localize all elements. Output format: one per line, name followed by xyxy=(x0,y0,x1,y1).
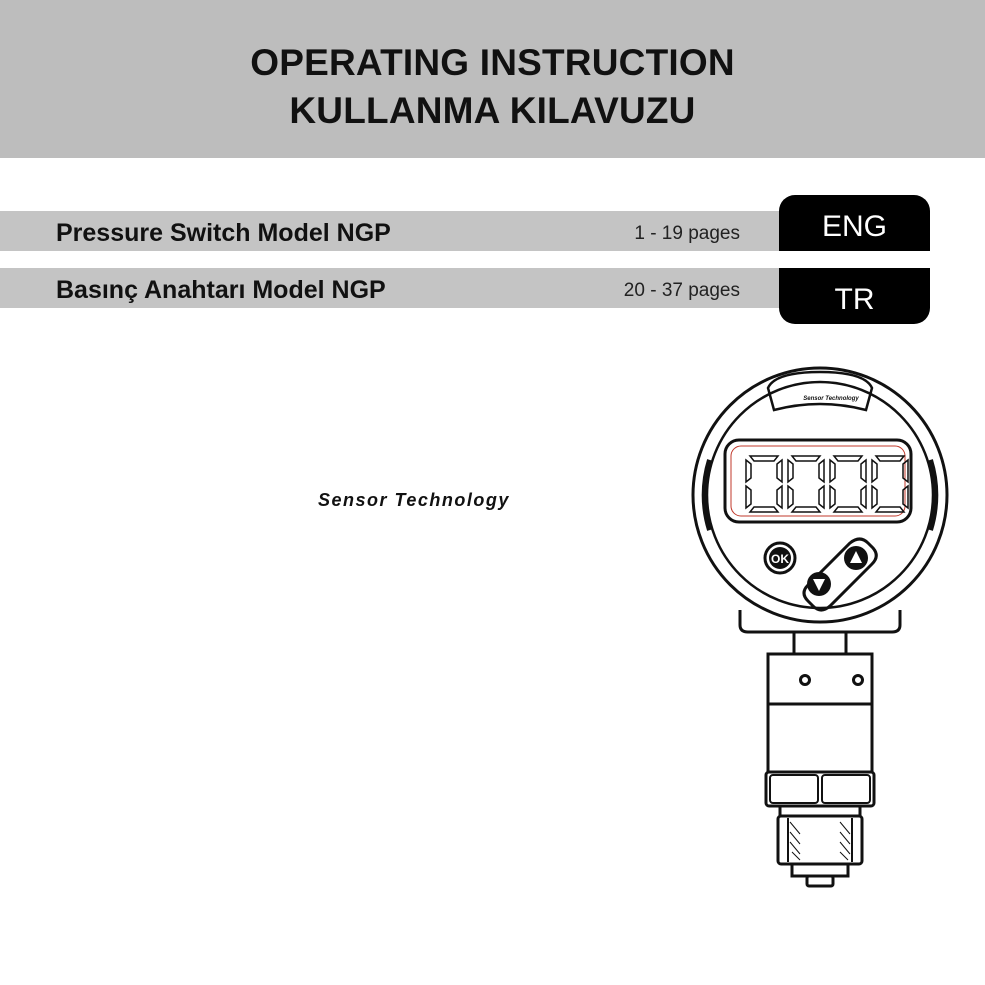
brand-logo: Sensor Technology xyxy=(318,490,510,510)
tab-tr[interactable]: TR xyxy=(779,268,930,324)
device-brand-text: Sensor Technology xyxy=(803,396,859,402)
row-title-english: Pressure Switch Model NGP xyxy=(56,219,391,247)
row-pages-turkish: 20 - 37 pages xyxy=(623,280,740,301)
title-turkish: KULLANMA KILAVUZU xyxy=(289,90,696,131)
tab-eng[interactable]: ENG xyxy=(779,195,930,251)
display-digits xyxy=(746,456,908,512)
pressure-switch-illustration xyxy=(680,360,960,900)
header-band xyxy=(0,0,985,158)
svg-text:OK: OK xyxy=(771,552,789,566)
row-title-turkish: Basınç Anahtarı Model NGP xyxy=(56,276,386,304)
row-pages-english: 1 - 19 pages xyxy=(634,223,740,244)
title-english: OPERATING INSTRUCTION xyxy=(250,42,735,83)
ok-button xyxy=(765,543,795,573)
